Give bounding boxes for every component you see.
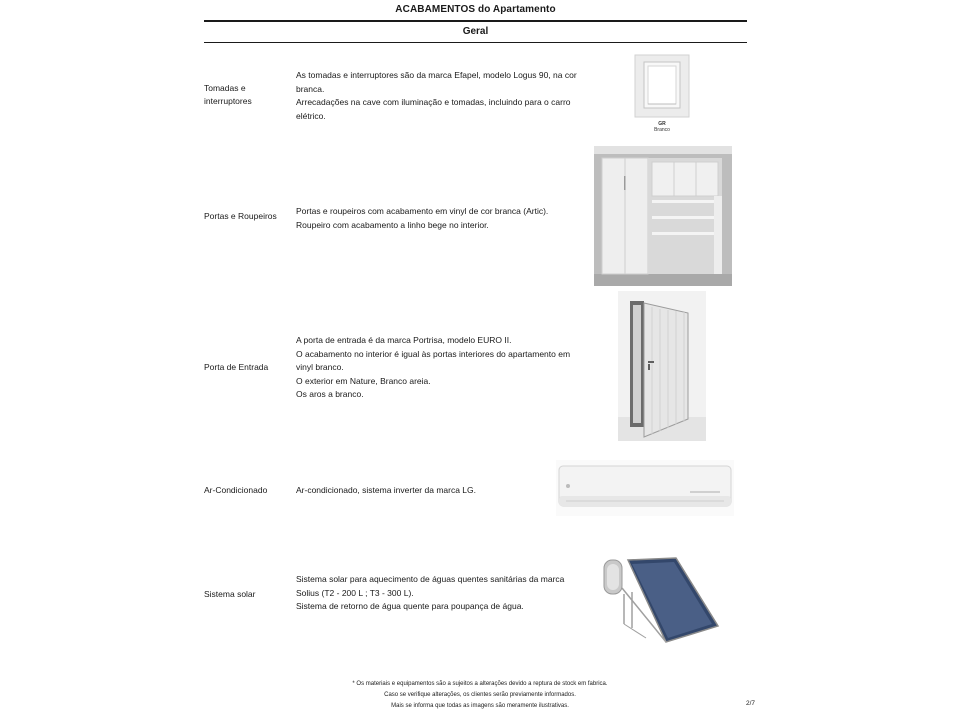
footnote-line: Mais se informa que todas as imagens são meramente ilustrativas. bbox=[391, 703, 569, 709]
description-line: O acabamento no interior é igual às portas interiores do apartamento em vinyl branco. bbox=[296, 348, 571, 372]
finish-row-entrance-door bbox=[204, 291, 747, 441]
row-label: Porta de Entrada bbox=[204, 362, 269, 372]
finish-row-solar-system bbox=[204, 546, 747, 646]
description-line: Portas e roupeiros com acabamento em vinyl de cor branca (Artic). bbox=[296, 206, 549, 216]
row-description bbox=[296, 573, 588, 614]
row-label: Tomadas e interruptores bbox=[204, 83, 252, 106]
page-number: 2/7 bbox=[745, 700, 755, 707]
footnote-line: * Os materiais e equipamentos são a sujeitos a alterações devido a reptura de stock em fabrica. bbox=[352, 681, 608, 687]
description-line: Ar-condicionado, sistema inverter da marca LG. bbox=[296, 485, 476, 495]
description-line: Sistema de retorno de água quente para poupança de água. bbox=[296, 601, 524, 611]
description-line: Roupeiro com acabamento a linho bege no interior. bbox=[296, 219, 489, 230]
socket-switch-image bbox=[634, 54, 692, 134]
description-line: O exterior em Nature, Branco areia. bbox=[296, 375, 431, 386]
footnote-line: Caso se verifique alterações, os clientes serão previamente informados. bbox=[384, 692, 576, 698]
row-description bbox=[296, 334, 588, 402]
row-label: Sistema solar bbox=[204, 589, 256, 599]
finish-row-sockets bbox=[204, 60, 747, 140]
color-name-label: Branco bbox=[654, 127, 670, 133]
wardrobe-image bbox=[594, 146, 732, 286]
color-code-label: GR bbox=[658, 121, 666, 127]
row-description bbox=[296, 205, 588, 232]
section-divider bbox=[204, 42, 747, 43]
finish-row-doors-wardrobes bbox=[204, 146, 747, 288]
section-title: Geral bbox=[462, 26, 489, 37]
description-line: A porta de entrada é da marca Portrisa, modelo EURO II. bbox=[296, 335, 512, 345]
air-conditioner-image bbox=[556, 460, 734, 516]
finish-row-air-conditioning bbox=[204, 458, 747, 518]
row-description bbox=[296, 484, 588, 498]
row-label: Ar-Condicionado bbox=[204, 485, 268, 495]
title-divider bbox=[204, 20, 747, 22]
footnotes bbox=[260, 679, 700, 712]
description-line: Os aros a branco. bbox=[296, 389, 364, 399]
row-label: Portas e Roupeiros bbox=[204, 211, 277, 221]
description-line: Arrecadações na cave com iluminação e tomadas, incluindo para o carro elétrico. bbox=[296, 97, 571, 121]
solar-panel-image bbox=[602, 552, 720, 644]
document-title: ACABAMENTOS do Apartamento bbox=[395, 4, 556, 15]
description-line: Sistema solar para aquecimento de águas quentes sanitárias da marca Solius (T2 - 200 L ; T3 - 300 L). bbox=[296, 574, 565, 598]
entrance-door-image bbox=[618, 291, 706, 441]
row-description bbox=[296, 69, 588, 123]
description-line: As tomadas e interruptores são da marca Efapel, modelo Logus 90, na cor branca. bbox=[296, 70, 577, 94]
